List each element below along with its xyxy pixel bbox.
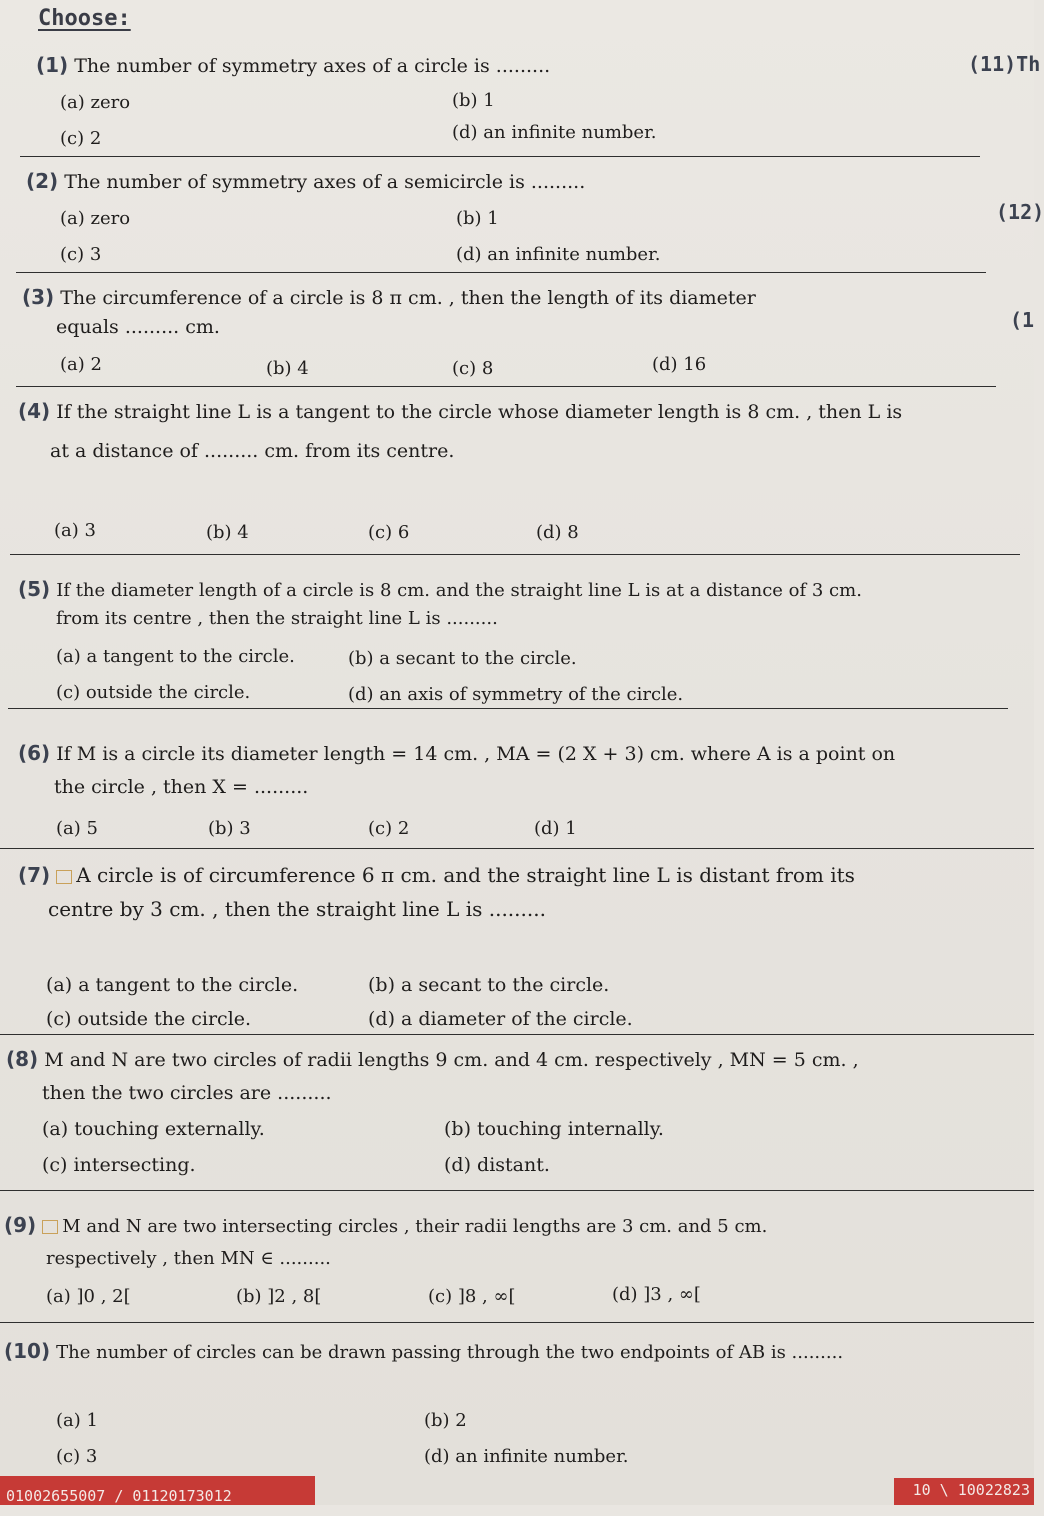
question-number: (5) — [18, 577, 51, 601]
question-number: (9) — [4, 1213, 37, 1237]
divider — [0, 1322, 1034, 1323]
divider — [0, 1190, 1034, 1191]
option-d[interactable]: (d) an axis of symmetry of the circle. — [348, 684, 684, 705]
option-b[interactable]: (b) a secant to the circle. — [368, 974, 610, 996]
option-a[interactable]: (a) touching externally. — [42, 1118, 265, 1140]
footer-page-code: 10 \ 10022823 — [894, 1478, 1034, 1505]
divider — [8, 708, 1008, 709]
side-label-12: (12) — [996, 200, 1044, 224]
question-number: (6) — [18, 741, 51, 765]
question-number: (8) — [6, 1047, 39, 1071]
divider — [20, 156, 980, 157]
divider — [0, 848, 1034, 849]
option-d[interactable]: (d) distant. — [444, 1154, 550, 1176]
option-d[interactable]: (d) an infinite number. — [452, 122, 657, 143]
question-stem-line2: equals ......... cm. — [56, 316, 220, 338]
option-b[interactable]: (b) 2 — [424, 1410, 467, 1431]
question-stem-line2: at a distance of ......... cm. from its centre. — [50, 440, 455, 462]
option-d[interactable]: (d) a diameter of the circle. — [368, 1008, 633, 1030]
question-number: (10) — [4, 1339, 51, 1363]
question-stem: A circle is of circumference 6 π cm. and the straight line L is distant from its — [76, 863, 855, 887]
divider — [0, 1034, 1034, 1035]
option-a[interactable]: (a) a tangent to the circle. — [46, 974, 299, 996]
question-stem: The circumference of a circle is 8 π cm. , then the length of its diameter — [60, 287, 756, 309]
option-b[interactable]: (b) touching internally. — [444, 1118, 664, 1140]
side-label-11: (11)Th — [968, 52, 1041, 76]
question-stem: M and N are two circles of radii lengths 9 cm. and 4 cm. respectively , MN = 5 cm. , — [44, 1049, 859, 1071]
option-b[interactable]: (b) 3 — [208, 818, 251, 839]
book-icon — [56, 870, 72, 884]
option-c[interactable]: (c) 3 — [56, 1446, 98, 1467]
option-d[interactable]: (d) 1 — [534, 818, 577, 839]
option-a[interactable]: (a) zero — [60, 92, 131, 113]
question-stem-line2: centre by 3 cm. , then the straight line L is ......... — [48, 897, 546, 921]
option-c[interactable]: (c) 8 — [452, 358, 494, 379]
option-c[interactable]: (c) 6 — [368, 522, 410, 543]
option-d[interactable]: (d) an infinite number. — [456, 244, 661, 265]
question-stem-line2: then the two circles are ......... — [42, 1082, 332, 1104]
question-number: (2) — [26, 169, 59, 193]
question-stem: If the diameter length of a circle is 8 cm. and the straight line L is at a distance of 3 cm. — [56, 580, 862, 601]
option-b[interactable]: (b) a secant to the circle. — [348, 648, 577, 669]
option-d[interactable]: (d) 16 — [652, 354, 707, 375]
option-a[interactable]: (a) zero — [60, 208, 131, 229]
option-d[interactable]: (d) 8 — [536, 522, 579, 543]
option-b[interactable]: (b) ]2 , 8[ — [236, 1286, 322, 1307]
question-stem: If M is a circle its diameter length = 14 cm. , MA = (2 X + 3) cm. where A is a point on — [56, 743, 896, 765]
question-stem-line2: the circle , then X = ......... — [54, 776, 309, 798]
option-a[interactable]: (a) a tangent to the circle. — [56, 646, 295, 667]
question-number: (4) — [18, 399, 51, 423]
divider — [16, 272, 986, 273]
option-d[interactable]: (d) ]3 , ∞[ — [612, 1284, 701, 1305]
option-a[interactable]: (a) 2 — [60, 354, 102, 375]
question-number: (3) — [22, 285, 55, 309]
footer-phone-banner: 01002655007 / 01120173012 — [0, 1476, 315, 1505]
side-label-13: (1 — [1010, 308, 1035, 332]
option-c[interactable]: (c) 2 — [368, 818, 410, 839]
option-c[interactable]: (c) outside the circle. — [46, 1008, 252, 1030]
option-b[interactable]: (b) 4 — [206, 522, 249, 543]
question-stem-line2: respectively , then MN ∈ ......... — [46, 1248, 331, 1269]
question-stem: The number of symmetry axes of a semicircle is ......... — [64, 171, 586, 193]
option-c[interactable]: (c) 2 — [60, 128, 102, 149]
option-d[interactable]: (d) an infinite number. — [424, 1446, 629, 1467]
option-a[interactable]: (a) 1 — [56, 1410, 98, 1431]
option-a[interactable]: (a) 3 — [54, 520, 96, 541]
option-c[interactable]: (c) intersecting. — [42, 1154, 196, 1176]
option-a[interactable]: (a) ]0 , 2[ — [46, 1286, 131, 1307]
divider — [10, 554, 1020, 555]
option-c[interactable]: (c) ]8 , ∞[ — [428, 1286, 516, 1307]
page-heading: Choose: — [38, 6, 131, 31]
option-b[interactable]: (b) 1 — [456, 208, 499, 229]
question-stem: M and N are two intersecting circles , their radii lengths are 3 cm. and 5 cm. — [62, 1216, 768, 1237]
question-number: (7) — [18, 863, 51, 887]
question-stem-line2: from its centre , then the straight line L is ......... — [56, 608, 498, 629]
book-icon — [42, 1220, 58, 1234]
question-number: (1) — [36, 53, 69, 77]
option-c[interactable]: (c) outside the circle. — [56, 682, 251, 703]
divider — [16, 386, 996, 387]
question-stem: The number of symmetry axes of a circle is ......... — [74, 55, 551, 77]
option-c[interactable]: (c) 3 — [60, 244, 102, 265]
option-b[interactable]: (b) 4 — [266, 358, 309, 379]
option-a[interactable]: (a) 5 — [56, 818, 98, 839]
question-stem: If the straight line L is a tangent to the circle whose diameter length is 8 cm. , then L is — [56, 401, 903, 423]
question-stem: The number of circles can be drawn passing through the two endpoints of AB is ......... — [56, 1342, 844, 1363]
option-b[interactable]: (b) 1 — [452, 90, 495, 111]
